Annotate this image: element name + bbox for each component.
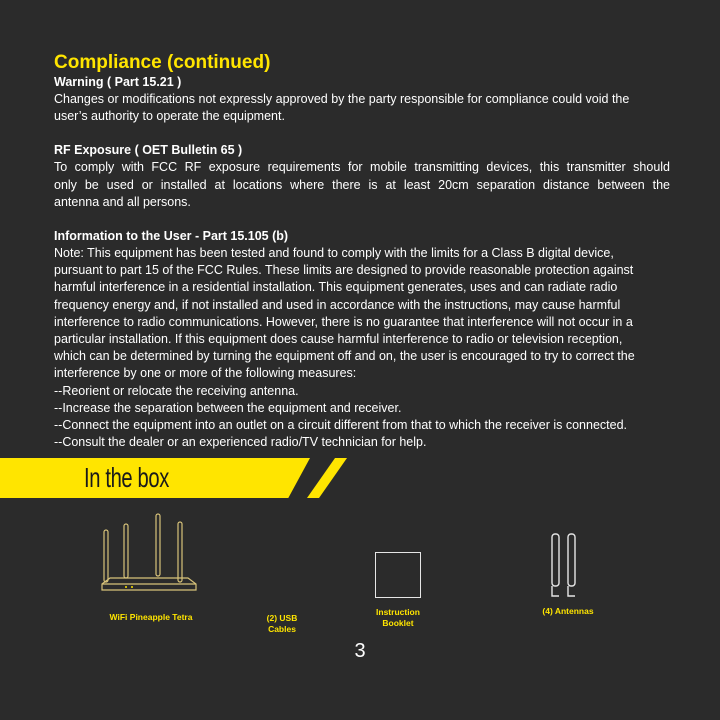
usb-label-line: Cables: [268, 624, 296, 634]
text-line: --Reorient or relocate the receiving antenna.: [54, 383, 299, 398]
booklet-label-line: Instruction: [376, 607, 420, 617]
text-line: --Increase the separation between the equipment and receiver.: [54, 400, 402, 415]
text-line: harmful interference in a residential installation. This equipment generates, uses and can radiate radio: [54, 280, 618, 295]
user-info-heading: Information to the User - Part 15.105 (b): [54, 229, 289, 244]
booklet-icon: [375, 552, 421, 598]
text-line: interference to radio communications. However, there is no guarantee that interference will not occur in a: [54, 314, 633, 329]
text-line: antenna and all persons.: [54, 194, 191, 209]
page-title: Compliance (continued): [54, 52, 271, 73]
booklet-label-line: Booklet: [382, 618, 414, 628]
text-line: only be used or installed at locations where there is at least 20cm separation distance between the: [54, 177, 670, 192]
in-the-box-title: In the box: [84, 462, 169, 493]
text-line: pursuant to part 15 of the FCC Rules. These limits are designed to provide reasonable protection against: [54, 263, 634, 278]
antennas-label: (4) Antennas: [542, 606, 594, 616]
booklet-label: [358, 607, 438, 629]
text-line: To comply with FCC RF exposure requirements for mobile transmitting devices, this transmitter should: [54, 160, 670, 175]
compliance-section: [54, 52, 670, 451]
usb-label-line: (2) USB: [266, 613, 298, 623]
rf-exposure-heading: RF Exposure ( OET Bulletin 65 ): [54, 143, 243, 158]
text-line: --Consult the dealer or an experienced radio/TV technician for help.: [54, 435, 427, 450]
text-line: --Connect the equipment into an outlet on a circuit different from that to which the receiver is connected.: [54, 418, 627, 433]
text-line: particular installation. If this equipment does cause harmful interference to radio or television reception,: [54, 332, 623, 347]
text-line: interference by one or more of the following measures:: [54, 366, 357, 381]
rf-exposure-paragraph: [54, 159, 670, 211]
router-label: WiFi Pineapple Tetra: [109, 612, 193, 622]
router-icon: [96, 508, 206, 596]
page-number: 3: [354, 640, 366, 662]
text-line: user’s authority to operate the equipment.: [54, 109, 285, 124]
text-line: frequency energy and, if not installed and used in accordance with the instructions, may cause harmful: [54, 297, 621, 312]
antennas-icon: [540, 530, 588, 600]
text-line: which can be determined by turning the equipment off and on, the user is encouraged to try to correct the: [54, 349, 635, 364]
banner-stripe: [307, 458, 347, 498]
text-line: Changes or modifications not expressly approved by the party responsible for compliance could void the: [54, 92, 630, 106]
warning-paragraph: [54, 91, 670, 125]
warning-heading: Warning ( Part 15.21 ): [54, 75, 182, 89]
text-line: Note: This equipment has been tested and found to comply with the limits for a Class B digital device,: [54, 246, 614, 261]
usb-cables-label: [252, 613, 312, 635]
user-info-paragraph: [54, 245, 670, 451]
